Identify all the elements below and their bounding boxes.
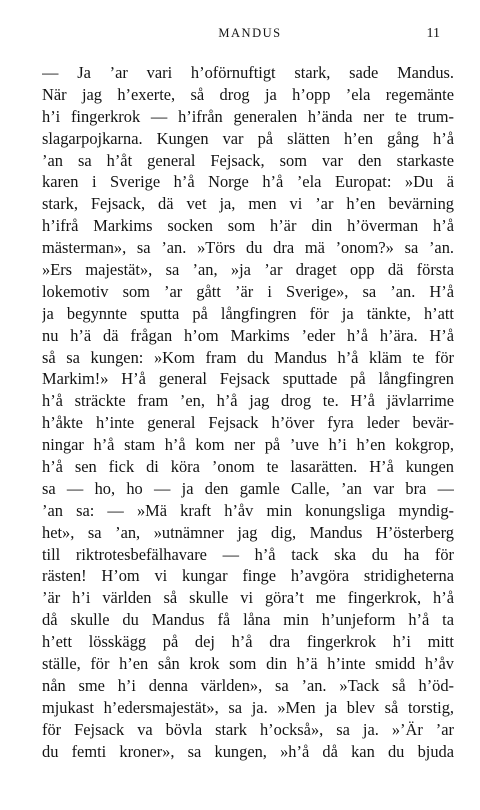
text-line: stark, Fejsack, dä vet ja, men vi ’ar h’en bevärning xyxy=(42,194,454,214)
text-line: du femti kroner», sa kungen, »h’å då kan du bjuda xyxy=(42,741,454,761)
text-line: nån sme h’i denna världen», sa ’an. »Tack så h’öd- xyxy=(42,675,454,695)
text-line: nu h’ä dä frågan h’om Markims ’eder h’å h’ära. H’å xyxy=(42,325,454,345)
running-head xyxy=(60,26,440,46)
text-line: När jag h’exerte, så drog ja h’opp ’ela regemänte xyxy=(42,84,454,104)
text-line: h’å sen fick di köra ’onom te lasarätten. H’å kungen xyxy=(42,457,454,477)
text-line: ningar h’å stam h’å kom ner på ’uve h’i h’en kokgrop, xyxy=(42,435,454,455)
text-line: mjukast h’edersmajestät», sa ja. »Men ja blev så torstig, xyxy=(42,697,454,717)
text-line: så sa kungen: »Kom fram du Mandus h’å kläm te för xyxy=(42,347,454,367)
text-line: lokemotiv som ’ar gått ’är i Sverige», sa ’an. H’å xyxy=(42,281,454,301)
running-title: MANDUS xyxy=(218,26,282,40)
text-line: slagarpojkarna. Kungen var på slätten h’en gång h’å xyxy=(42,128,454,148)
text-line: karen i Sverige h’å Norge h’å ’ela Europat: »Du ä xyxy=(42,172,454,192)
text-line: — Ja ’ar vari h’oförnuftigt stark, sade Mandus. xyxy=(42,63,454,82)
text-line: mästerman», sa ’an. »Törs du dra mä ’onom?» sa ’an. xyxy=(42,238,454,258)
text-line: h’i fingerkrok — h’ifrån generalen h’ända ner te trum- xyxy=(42,106,454,126)
text-line: het», sa ’an, »utnämner jag dig, Mandus H’österberg xyxy=(42,522,454,542)
text-line: »Ers majestät», sa ’an, »ja ’ar draget opp dä första xyxy=(42,260,454,280)
text-line: ställe, för h’en sån krok som din h’ä h’inte smidd h’åv xyxy=(42,654,454,674)
text-line: för Fejsack va bövla stark h’också», sa ja. »’Är ’ar xyxy=(42,719,454,739)
body-text xyxy=(42,62,454,763)
text-line: h’ifrå Markims socken som h’är din h’överman h’å xyxy=(42,216,454,236)
text-line: h’åkte h’inte general Fejsack h’över fyra leder bevär- xyxy=(42,413,454,433)
text-line: ’an sa h’åt general Fejsack, som var den starkaste xyxy=(42,150,454,170)
text-line: då skulle du Mandus få låna min h’unjeform h’å ta xyxy=(42,610,454,630)
text-line: Markim!» H’å general Fejsack sputtade på långfingren xyxy=(42,369,454,389)
text-line: ja begynnte sputta på långfingren för ja tänkte, h’att xyxy=(42,303,454,323)
text-line: rästen! H’om vi kungar finge h’avgöra stridigheterna xyxy=(42,566,454,586)
text-line: till riktrotesbefälhavare — h’å tack ska du ha för xyxy=(42,544,454,564)
text-line: ’är h’i världen så skulle vi göra’t me fingerkrok, h’å xyxy=(42,588,454,608)
text-line: h’å sträckte fram ’en, h’å jag drog te. H’å jävlarrime xyxy=(42,391,454,411)
text-line: sa — ho, ho — ja den gamle Calle, ’an var bra — xyxy=(42,478,454,498)
page-number: 11 xyxy=(426,26,440,41)
text-line: ’an sa: — »Mä kraft h’åv min konungsliga myndig- xyxy=(42,500,454,520)
text-line: h’ett lösskägg på dej h’å dra fingerkrok h’i mitt xyxy=(42,632,454,652)
